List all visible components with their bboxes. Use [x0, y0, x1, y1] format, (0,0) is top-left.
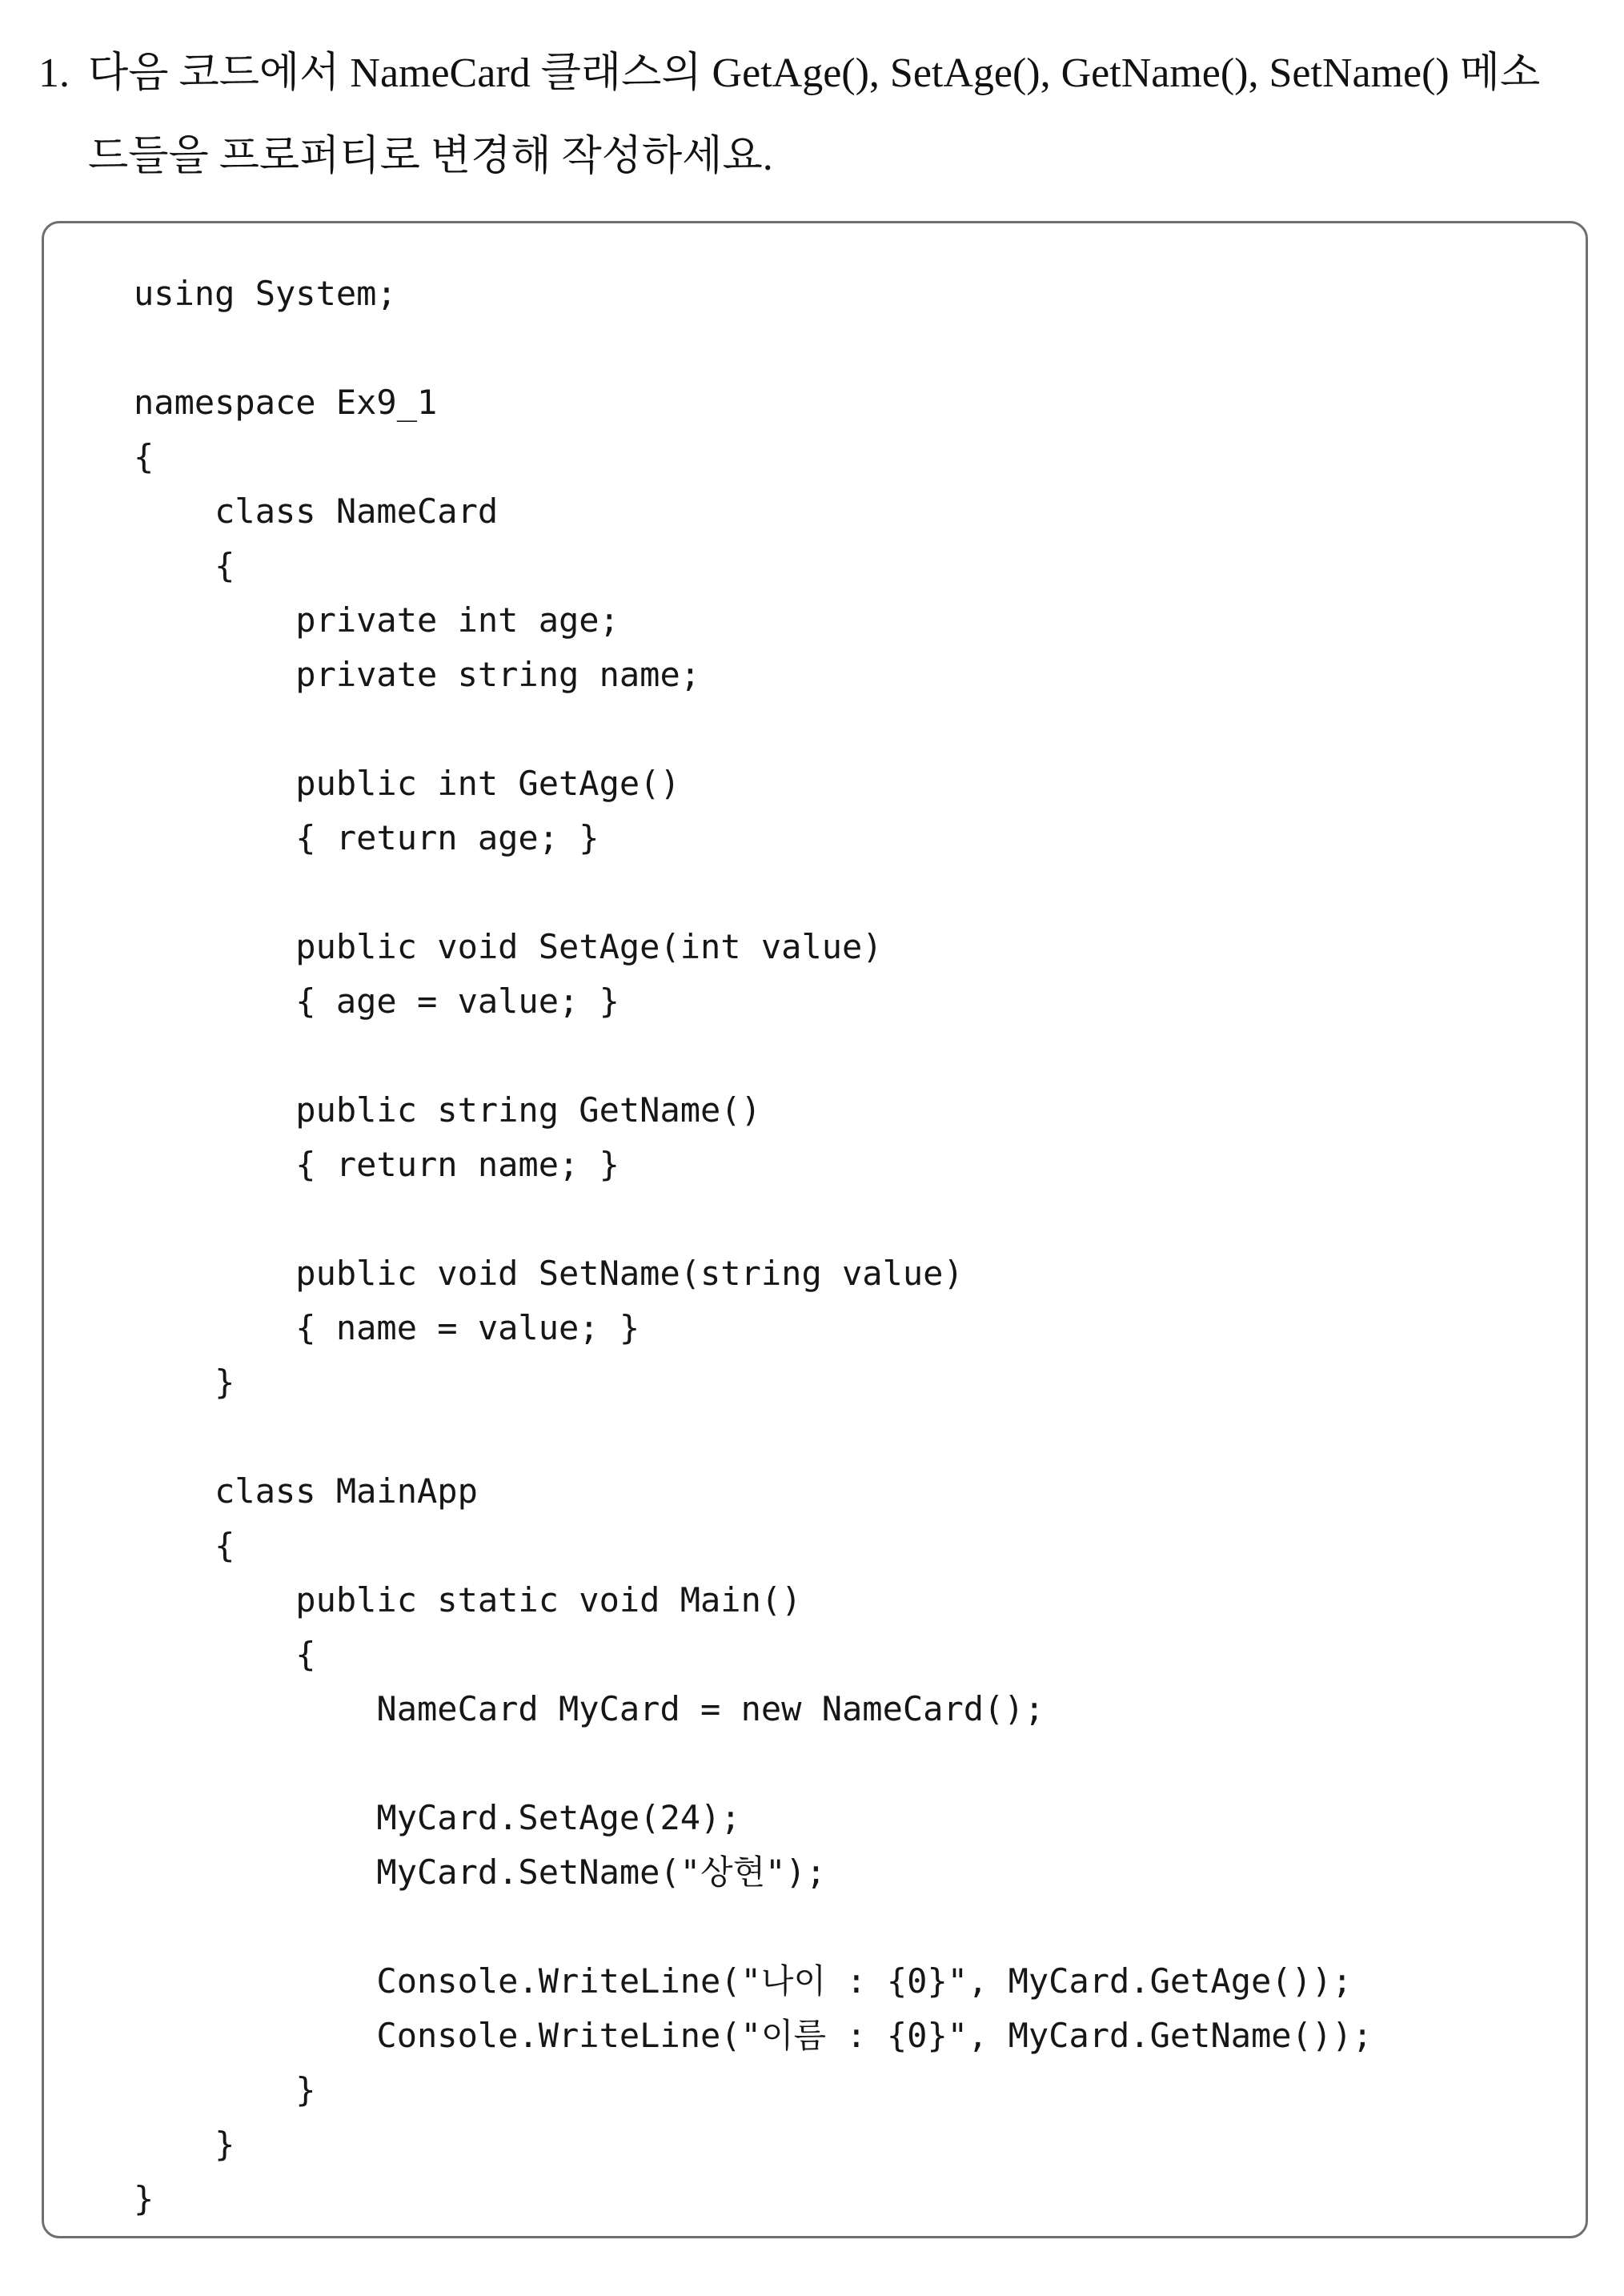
code-line: NameCard MyCard = new NameCard();	[134, 1689, 1045, 1728]
code-line: {	[134, 1526, 235, 1565]
code-line: {	[134, 546, 235, 585]
code-line: public string GetName()	[134, 1090, 761, 1130]
code-line: private string name;	[134, 655, 701, 694]
question-line-2	[38, 115, 1599, 199]
code-line: {	[134, 437, 154, 476]
code-line	[134, 1736, 1373, 1791]
code-line: public void SetAge(int value)	[134, 927, 883, 966]
code-line: { age = value; }	[134, 981, 620, 1021]
code-line	[134, 702, 1373, 757]
question-line-1	[38, 32, 1599, 115]
code-line: Console.WriteLine("나이 : {0}", MyCard.GetAge());	[134, 1961, 1353, 2001]
code-line	[134, 865, 1373, 920]
code-line	[134, 1410, 1373, 1464]
code-line: }	[134, 2070, 316, 2109]
code-line: {	[134, 1635, 316, 1674]
code-line: }	[134, 2125, 235, 2164]
code-line: using System;	[134, 274, 397, 313]
code-line: public static void Main()	[134, 1580, 802, 1620]
question-number: 1.	[38, 50, 70, 96]
code-line	[134, 1192, 1373, 1246]
code-line: public void SetName(string value)	[134, 1254, 964, 1293]
code-line: class NameCard	[134, 492, 499, 531]
code-line	[134, 321, 1373, 375]
code-line: }	[134, 2179, 154, 2218]
code-line	[134, 1900, 1373, 1954]
code-box	[42, 221, 1588, 2238]
code-line: namespace Ex9_1	[134, 383, 438, 422]
code-line: class MainApp	[134, 1471, 478, 1511]
code-line: private int age;	[134, 600, 620, 640]
code-line: { return name; }	[134, 1145, 620, 1184]
code-line: { return age; }	[134, 818, 599, 857]
code-block	[134, 267, 1373, 2226]
question-text-line-1: 다음 코드에서 NameCard 클래스의 GetAge(), SetAge(), GetName(), SetName() 메소	[88, 50, 1541, 96]
question-text-line-2: 드들을 프로퍼티로 변경해 작성하세요.	[88, 134, 773, 179]
code-line: MyCard.SetAge(24);	[134, 1798, 741, 1837]
question-text	[38, 32, 1599, 199]
code-line: public int GetAge()	[134, 764, 680, 803]
code-line: }	[134, 1363, 235, 1402]
code-line	[134, 1029, 1373, 1083]
code-line: MyCard.SetName("상현");	[134, 1852, 827, 1892]
code-line: { name = value; }	[134, 1308, 640, 1347]
code-line: Console.WriteLine("이름 : {0}", MyCard.GetName());	[134, 2016, 1373, 2055]
